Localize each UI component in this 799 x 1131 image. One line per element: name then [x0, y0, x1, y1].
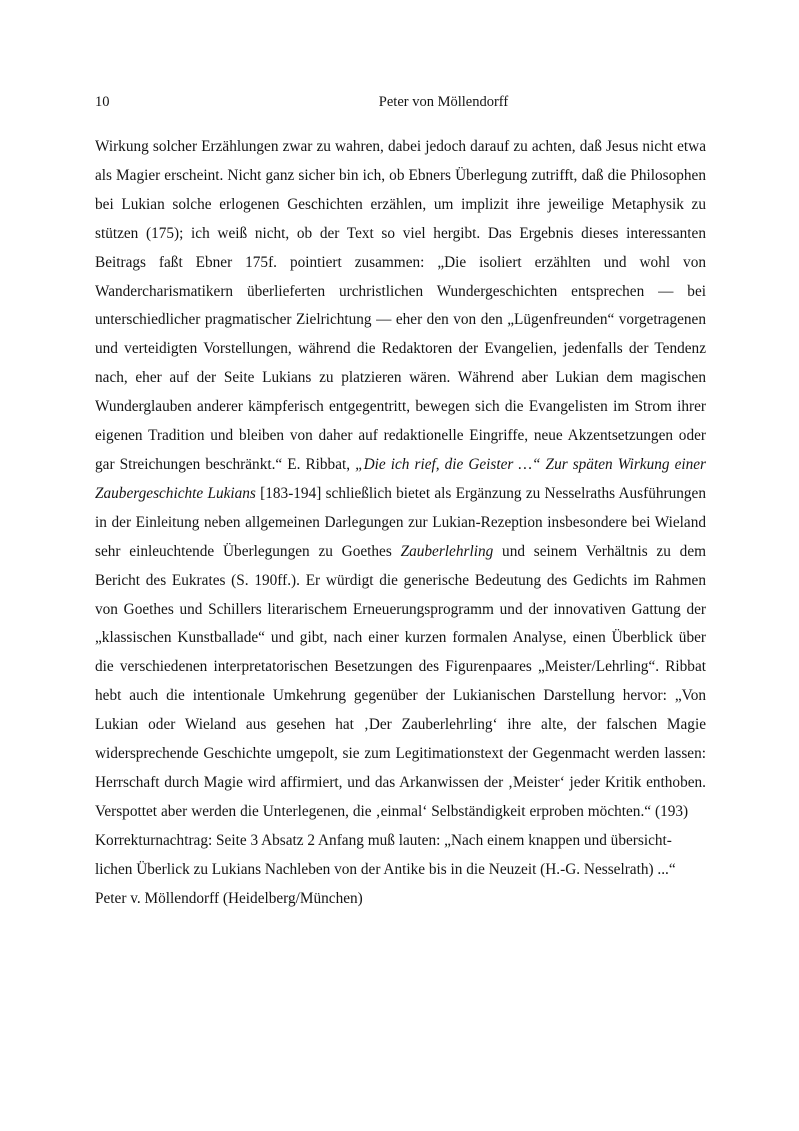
cited-title-italic: „Die ich rief, die Geister …“ Zur späten Wirkung einer Zaubergeschichte Lukians: [95, 455, 706, 502]
correction-note-line: lichen Überlick zu Lukians Nachleben von der Antike bis in die Neuzeit (H.-G. Nesselrath) ...“: [95, 860, 676, 878]
correction-note-line: Korrekturnachtrag: Seite 3 Absatz 2 Anfang muß lauten: „Nach einem knappen und übersicht-: [95, 831, 672, 849]
page-number: 10: [95, 94, 110, 110]
author-signature: Peter v. Möllendorff (Heidelberg/München): [95, 889, 363, 907]
body-text-run: und seinem Verhältnis zu dem Bericht des Eukrates (S. 190ff.). Er würdigt die generische Bedeutung des Gedichts im Rahmen von Goethes und Schillers literarischem Erneuerungsprogramm und der innovativen Gattung der „klassischen Kunstballade“ und gibt, nach einer kurzen formalen Analyse, einen Überblick über die verschiedenen interpretatorischen Besetzungen des Figurenpaares „Meister/Lehrling“. Ribbat hebt auch die intentionale Umkehrung gegenüber der Lukianischen Darstellung hervor: „Von Lukian oder Wieland aus gesehen hat ‚Der Zauberlehrling‘ ihre alte, der falschen Magie widersprechende Geschichte umgepolt, sie zum Legitimationstext der Gegenmacht werden lassen: Herrschaft durch Magie wird affirmiert, und das Arkanwissen der ‚Meister‘ jeder Kritik enthoben. Verspottet aber werden die Unterlegenen, die ‚einmal‘ Selbständigkeit erproben möchten.“ (193): [95, 542, 707, 820]
running-head: [95, 92, 706, 112]
body-text-run: Wirkung solcher Erzählungen zwar zu wahren, dabei jedoch darauf zu achten, daß Jesus nicht etwa als Magier erscheint. Nicht ganz sicher bin ich, ob Ebners Überlegung zutrifft, daß die Philosophen bei Lukian solche erlogenen Geschichten erzählen, um implizit ihre jeweilige Metaphysik zu stützen (175); ich weiß nicht, ob der Text so viel hergibt. Das Ergebnis dieses interessanten Beitrags faßt Ebner 175f. pointiert zusammen: „Die isoliert erzählten und wohl von Wandercharismatikern überlieferten urchristlichen Wundergeschichten entsprechen — bei unterschiedlicher pragmatischer Zielrichtung — eher den von den „Lügenfreunden“ vorgetragenen und verteidigten Vorstellungen, während die Redaktoren der Evangelien, jedenfalls der Tendenz nach, eher auf der Seite Lukians zu platzieren wären. Während aber Lukian dem magischen Wunderglauben anderer kämpferisch entgegentritt, bewegen sich die Evangelisten im Strom ihrer eigenen Tradition und bleiben von daher auf redaktionelle Eingriffe, neue Akzentsetzungen oder gar Streichungen beschränkt.“ E. Ribbat,: [95, 138, 706, 473]
body-text-run: [183-194] schließlich bietet als Ergänzung zu Nesselraths Ausführungen in der Einleitung neben allgemeinen Darlegungen zur Lukian-Rezeption insbesondere bei Wieland sehr einleuchtende Überlegungen zu Goethes: [95, 484, 706, 560]
body-paragraph-main: [95, 133, 706, 827]
running-title: Peter von Möllendorff: [378, 94, 509, 110]
correction-note: [95, 827, 706, 885]
page-content: [95, 92, 706, 913]
cited-title-italic: Zauberlehrling: [400, 542, 494, 560]
